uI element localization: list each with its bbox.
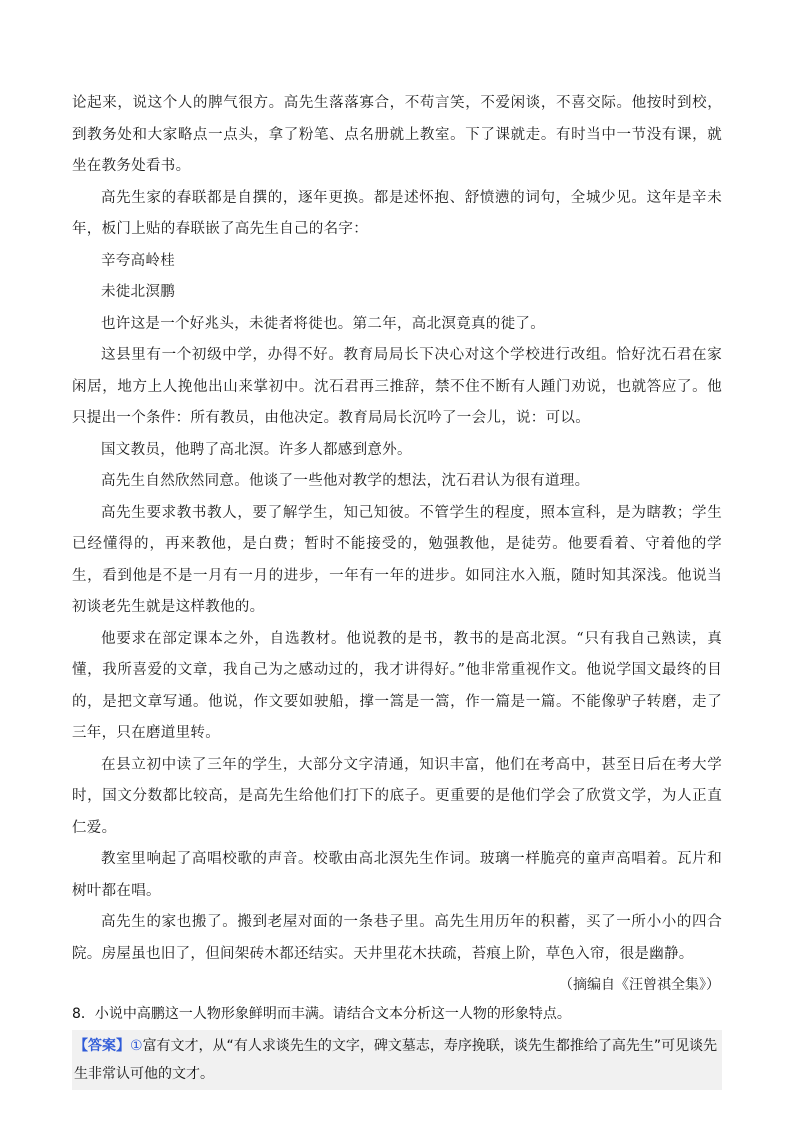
answer-text: 富有文才，从“有人求谈先生的文字，碑文墓志，寿序挽联，谈先生都推给了高先生”可见谈先生非常认可他的文才。 <box>74 1038 718 1082</box>
couplet-line: 辛夸高岭桂 <box>101 252 175 269</box>
paragraph: 高先生的家也搬了。搬到老屋对面的一条巷子里。高先生用历年的积蓄，买了一所小小的四合院。房屋虽也旧了，但间架砖木都还结实。天井里花木扶疏，苔痕上阶，草色入帘，很是幽静。 <box>72 914 722 962</box>
paragraph: 论起来，说这个人的脾气很方。高先生落落寡合，不苟言笑，不爱闲谈，不喜交际。他按时到校，到教务处和大家略点一点头，拿了粉笔、点名册就上教室。下了课就走。有时当中一节没有课，就坐在教务处看书。 <box>72 95 722 174</box>
paragraph: 国文教员，他聘了高北溟。许多人都感到意外。 <box>101 441 412 458</box>
paragraph: 这县里有一个初级中学，办得不好。教育局局长下决心对这个学校进行改组。恰好沈石君在家闲居，地方上人挽他出山来掌初中。沈石君再三推辞，禁不住不断有人踵门劝说，也就答应了。他只提出一个条件：所有教员，由他决定。教育局局长沉吟了一会儿，说：可以。 <box>72 347 722 426</box>
paragraph: 高先生自然欣然同意。他谈了一些他对教学的想法，沈石君认为很有道理。 <box>101 473 590 489</box>
question-8: 8．小说中高鹏这一人物形象鲜明而丰满。请结合文本分析这一人物的形象特点。 <box>72 1006 571 1022</box>
paragraph: 高先生家的春联都是自撰的，逐年更换。都是述怀抱、舒愤懑的词句，全城少见。这年是辛未年，板门上贴的春联嵌了高先生自己的名字： <box>72 189 722 237</box>
paragraph: 他要求在部定课本之外，自选教材。他说教的是书，教书的是高北溟。“只有我自己熟读，真懂，我所喜爱的文章，我自己为之感动过的，我才讲得好。”他非常重视作文。他说学国文最终的目的，是把文章写通。他说，作文要如驶船，撑一篙是一篙，作一篇是一篇。不能像驴子转磨，走了三年，只在磨道里转。 <box>72 630 722 741</box>
answer-item-marker: ① <box>130 1038 143 1054</box>
source-citation: （摘编自《汪曾祺全集》） <box>559 977 720 993</box>
couplet-line: 未徙北溟鹏 <box>101 284 175 300</box>
paragraph: 也许这是一个好兆头，未徙者将徙也。第二年，高北溟竟真的徙了。 <box>101 315 545 332</box>
paragraph: 在县立初中读了三年的学生，大部分文字清通，知识丰富，他们在考高中，甚至日后在考大学时，国文分数都比较高，是高先生给他们打下的底子。更重要的是他们学会了欣赏文学，为人正直仁爱。 <box>72 756 722 836</box>
answer-label: 【答案】 <box>74 1038 130 1054</box>
paragraph: 高先生要求教书教人，要了解学生，知己知彼。不管学生的程度，照本宣科，是为瞎教；学生已经懂得的，再来教他，是白费；暂时不能接受的，勉强教他，是徒劳。他要看着、守着他的学生，看到他是不是一月有一月的进步，一年有一年的进步。如同注水入瓶，随时知其深浅。他说当初谈老先生就是这样教他的。 <box>72 504 722 615</box>
paragraph: 教室里响起了高唱校歌的声音。校歌由高北溟先生作词。玻璃一样脆亮的童声高唱着。瓦片和树叶都在唱。 <box>72 851 722 899</box>
document-body <box>72 88 722 1090</box>
answer-box <box>72 1030 722 1090</box>
